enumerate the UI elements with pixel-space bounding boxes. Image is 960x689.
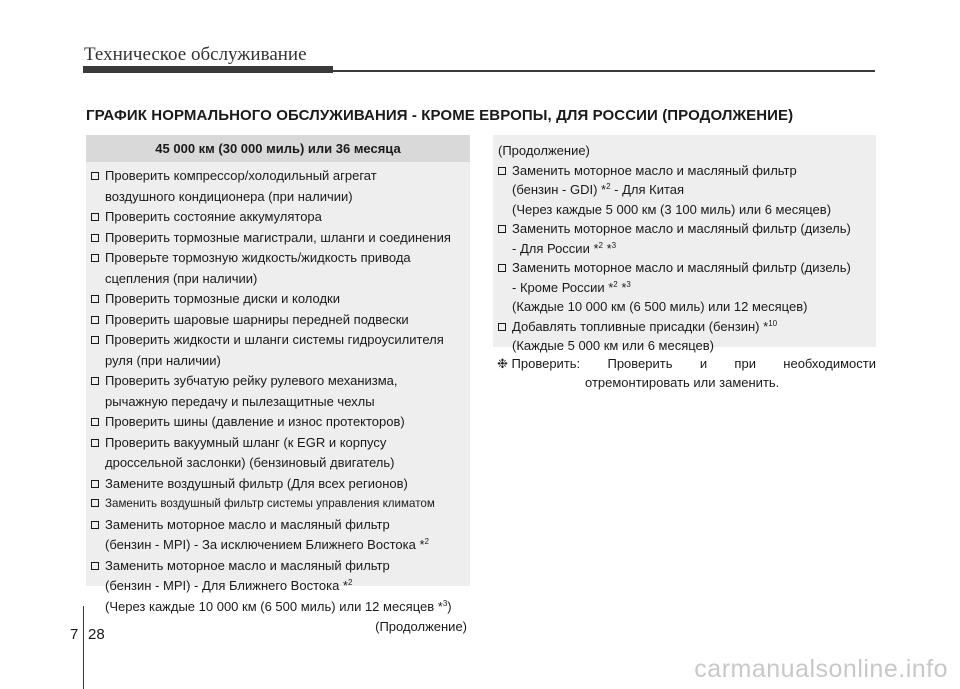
- checklist-item: [91, 289, 470, 310]
- item-text: Замените воздушный фильтр (Для всех регионов): [105, 475, 408, 491]
- footnote-mark: 2: [424, 537, 429, 546]
- item-text: Проверить состояние аккумулятора: [105, 209, 322, 224]
- page-number: 28: [88, 626, 105, 643]
- note-label: [497, 354, 580, 373]
- checklist-item: [498, 317, 876, 337]
- watermark: carmanualsonline.info: [694, 655, 948, 683]
- footnote-mark: 3: [611, 240, 617, 250]
- checkbox-icon: [91, 480, 99, 488]
- checklist-item: [91, 515, 470, 536]
- item-text: Заменить моторное масло и масляный фильтр (дизель): [512, 260, 851, 275]
- checklist-item: [498, 161, 876, 181]
- checklist-item: [91, 330, 470, 351]
- schedule-right-column: [493, 135, 876, 353]
- note-label-text: Проверить:: [511, 356, 581, 371]
- checklist-item: [91, 310, 470, 331]
- continuation-text: - Кроме России *: [512, 279, 614, 295]
- checklist-item: [91, 556, 470, 577]
- note-word: необходимости: [783, 356, 876, 371]
- checklist-item: [91, 166, 470, 187]
- item-continuation: (Каждые 5 000 км или 6 месяцев): [512, 338, 715, 353]
- header-rule: [333, 70, 875, 72]
- item-continuation: [498, 180, 876, 200]
- item-text: Проверить шины (давление и износ протекторов): [105, 414, 405, 429]
- checklist-item: [91, 494, 470, 515]
- item-continuation: [91, 535, 470, 556]
- note-word: и: [699, 356, 708, 371]
- footnote-mark: 2: [598, 240, 603, 250]
- continuation-text: *: [602, 240, 612, 256]
- item-continuation: сцепления (при наличии): [105, 270, 258, 286]
- checkbox-icon: [498, 264, 506, 272]
- interval-heading: 45 000 км (30 000 миль) или 36 месяца: [86, 135, 470, 162]
- item-text: Проверить зубчатую рейку рулевого механизма,: [105, 373, 398, 388]
- continuation-text: *: [617, 279, 627, 295]
- item-continuation: воздушного кондиционера (при наличии): [105, 188, 353, 204]
- checkbox-icon: [91, 336, 99, 344]
- continued-label: (Продолжение): [375, 619, 467, 634]
- footnote-mark: 3: [442, 598, 448, 608]
- continuation-text: (бензин - MPI) - Для Ближнего Востока *: [105, 578, 348, 593]
- item-text: Заменить воздушный фильтр системы управления климатом: [105, 497, 435, 510]
- checkbox-icon: [91, 439, 99, 447]
- continuation-text: ): [447, 598, 452, 614]
- checkbox-icon: [91, 213, 99, 221]
- checkbox-icon: [91, 562, 99, 570]
- page-header-title: Техническое обслуживание: [84, 44, 307, 65]
- item-text: Проверьте тормозную жидкость/жидкость привода: [105, 250, 411, 265]
- checkbox-icon: [91, 254, 99, 262]
- chapter-number: 7: [70, 626, 79, 643]
- checklist-item: [91, 371, 470, 392]
- schedule-left-column: [86, 135, 470, 634]
- section-title: ГРАФИК НОРМАЛЬНОГО ОБСЛУЖИВАНИЯ - КРОМЕ ЕВРОПЫ, ДЛЯ РОССИИ (ПРОДОЛЖЕНИЕ): [86, 107, 794, 124]
- checkbox-icon: [91, 499, 99, 507]
- footnote-mark: 2: [606, 182, 611, 191]
- continuation-text: (бензин - MPI) - За исключением Ближнего Востока *: [105, 537, 425, 552]
- checklist-item: [498, 258, 876, 278]
- item-text: Заменить моторное масло и масляный фильтр (дизель): [512, 221, 851, 236]
- item-text: Добавлять топливные присадки (бензин) *: [512, 318, 769, 334]
- note-word: Проверить: [607, 356, 673, 371]
- checkbox-icon: [91, 295, 99, 303]
- checkbox-icon: [91, 172, 99, 180]
- checkbox-icon: [91, 377, 99, 385]
- footnote-mark: 2: [347, 578, 353, 587]
- item-continuation: руля (при наличии): [105, 352, 221, 368]
- continuation-text: - Для России *: [512, 240, 599, 256]
- footnote-mark: 10: [768, 318, 778, 328]
- checkbox-icon: [91, 234, 99, 242]
- checkbox-icon: [91, 418, 99, 426]
- item-text: Проверить компрессор/холодильный агрегат: [105, 168, 377, 183]
- continuation-text: (бензин - GDI) *: [512, 182, 607, 197]
- note-word: при: [734, 356, 756, 371]
- item-continuation: дроссельной заслонки) (бензиновый двигатель): [105, 455, 395, 470]
- item-text: Проверить тормозные диски и колодки: [105, 291, 341, 306]
- checklist-item: [91, 433, 470, 454]
- checkbox-icon: [498, 225, 506, 233]
- continued-label: (Продолжение): [498, 143, 590, 158]
- item-text: Проверить тормозные магистрали, шланги и соединения: [105, 229, 451, 245]
- header-bar: [83, 66, 333, 73]
- item-continuation: (Через каждые 5 000 км (3 100 миль) или 6 месяцев): [512, 201, 832, 217]
- checkbox-icon: [498, 323, 506, 331]
- checkbox-icon: [91, 521, 99, 529]
- checklist-item: [91, 248, 470, 269]
- checklist-item: [91, 474, 470, 495]
- item-text: Проверить вакуумный шланг (к EGR и корпусу: [105, 434, 387, 450]
- legend-note: [497, 354, 876, 392]
- footnote-mark: 2: [613, 279, 618, 289]
- item-continuation: [91, 597, 470, 618]
- note-symbol-icon: ❉: [497, 356, 508, 371]
- item-continuation: [91, 576, 470, 597]
- note-line-2: отремонтировать или заменить.: [585, 375, 780, 390]
- checklist-item: [91, 412, 470, 433]
- item-continuation: [498, 239, 876, 259]
- checklist-item: [91, 207, 470, 228]
- item-text: Проверить жидкости и шланги системы гидроусилителя: [105, 332, 444, 347]
- checkbox-icon: [91, 316, 99, 324]
- item-text: Заменить моторное масло и масляный фильтр: [105, 516, 390, 532]
- footnote-mark: 3: [626, 279, 631, 289]
- footer-divider: [83, 606, 84, 689]
- item-text: Заменить моторное масло и масляный фильтр: [512, 162, 797, 178]
- continuation-text: (Через каждые 10 000 км (6 500 миль) или 12 месяцев *: [105, 598, 443, 614]
- item-continuation: (Каждые 10 000 км (6 500 миль) или 12 месяцев): [512, 299, 808, 314]
- item-continuation: [498, 278, 876, 298]
- item-text: Проверить шаровые шарниры передней подвески: [105, 311, 409, 327]
- checkbox-icon: [498, 167, 506, 175]
- continuation-text: - Для Китая: [610, 182, 685, 197]
- item-text: Заменить моторное масло и масляный фильтр: [105, 557, 390, 573]
- item-continuation: рычажную передачу и пылезащитные чехлы: [105, 393, 375, 409]
- checklist-item: [498, 219, 876, 239]
- checklist-item: [91, 228, 470, 249]
